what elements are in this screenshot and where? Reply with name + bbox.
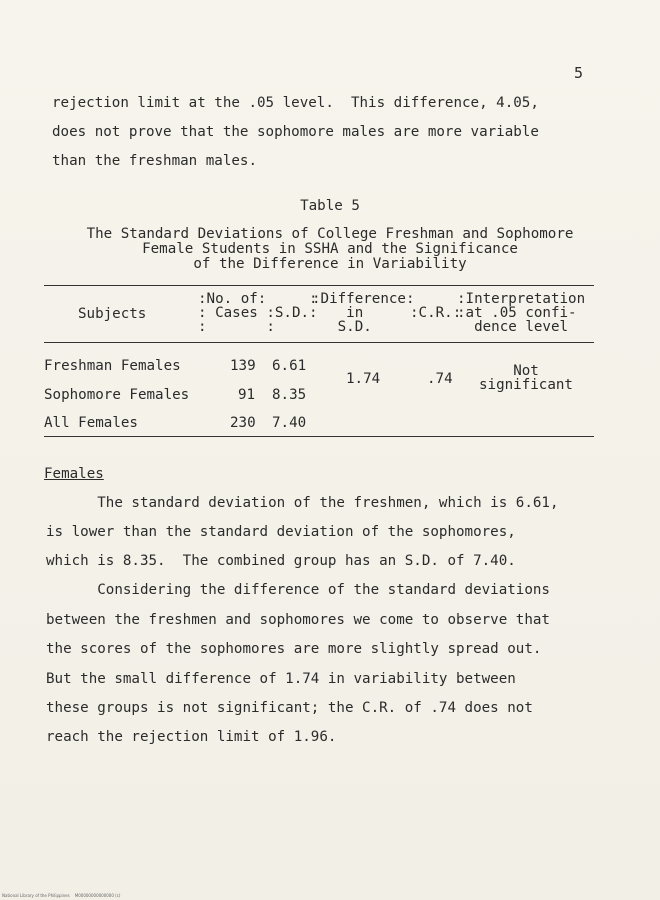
intro-line: does not prove that the sophomore males are more variable	[52, 124, 539, 140]
body-line: reach the rejection limit of 1.96.	[46, 729, 337, 745]
header-cases-sd: :No. of: : : Cases :S.D.: : :	[198, 291, 318, 335]
table-header-rule	[44, 342, 594, 343]
table-caption-line: of the Difference in Variability	[193, 256, 467, 272]
row-sd: 6.61	[272, 358, 307, 374]
body-line: Considering the difference of the standard deviations	[46, 582, 550, 598]
table-top-rule	[44, 285, 594, 286]
cr-value: .74	[427, 371, 453, 387]
body-line: which is 8.35. The combined group has an S.D. of 7.40.	[46, 553, 516, 569]
body-line: But the small difference of 1.74 in variability between	[46, 671, 516, 687]
table-title: Table 5	[300, 198, 360, 214]
header-interpretation: :Interpretation :at .05 confi- dence level	[457, 291, 586, 335]
table-bottom-rule	[44, 436, 594, 437]
body-line: between the freshmen and sophomores we come to observe that	[46, 612, 550, 628]
page-footer: National Library of the Philippines M00000000000000 (c)	[2, 893, 121, 898]
row-subject: Sophomore Females	[44, 387, 190, 403]
row-cases: 91	[238, 387, 256, 403]
header-difference: :Difference: in S.D.	[312, 291, 415, 335]
body-line: the scores of the sophomores are more slightly spread out.	[46, 641, 542, 657]
row-cases: 230	[230, 415, 256, 431]
table-caption-line: Female Students in SSHA and the Significance	[142, 241, 518, 257]
difference-value: 1.74	[346, 371, 381, 387]
row-cases: 139	[230, 358, 256, 374]
intro-line: than the freshman males.	[52, 153, 257, 169]
row-sd: 7.40	[272, 415, 307, 431]
row-subject: Freshman Females	[44, 358, 181, 374]
page-number: 5	[574, 64, 584, 82]
body-line: these groups is not significant; the C.R. of .74 does not	[46, 700, 533, 716]
body-line: The standard deviation of the freshmen, which is 6.61,	[46, 495, 559, 511]
row-sd: 8.35	[272, 387, 307, 403]
intro-line: rejection limit at the .05 level. This difference, 4.05,	[52, 95, 539, 111]
interpretation-value: Not significant	[479, 363, 573, 393]
body-line: is lower than the standard deviation of the sophomores,	[46, 524, 516, 540]
header-subjects: Subjects	[78, 306, 147, 322]
row-subject: All Females	[44, 415, 138, 431]
section-heading: Females	[44, 466, 104, 482]
table-caption-line: The Standard Deviations of College Freshman and Sophomore	[86, 226, 574, 242]
header-cr: :C.R.:	[410, 305, 462, 321]
